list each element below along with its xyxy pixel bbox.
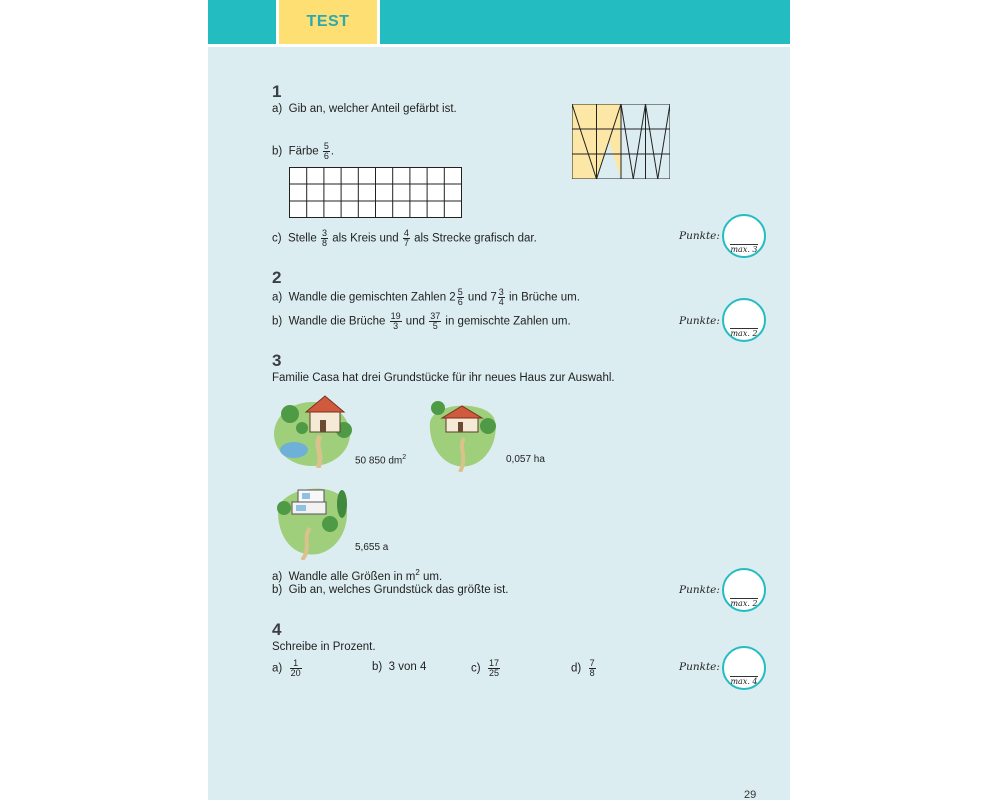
task4-intro: Schreibe in Prozent. bbox=[272, 641, 376, 653]
fraction bbox=[321, 229, 328, 248]
header-bar bbox=[208, 0, 790, 47]
fraction bbox=[488, 659, 500, 678]
task1-a-text: Gib an, welcher Anteil gefärbt ist. bbox=[288, 103, 457, 115]
fraction-numerator: 1 bbox=[290, 659, 302, 669]
task1-a bbox=[272, 103, 457, 115]
fraction bbox=[589, 659, 596, 678]
task3-max-points: max. 2 bbox=[730, 599, 758, 608]
fraction-denominator: 3 bbox=[393, 321, 399, 331]
fraction-numerator: 5 bbox=[457, 287, 463, 297]
task1-coloring-grid[interactable] bbox=[289, 167, 462, 218]
fraction-numerator: 5 bbox=[323, 141, 329, 151]
task3-a bbox=[272, 568, 442, 583]
task3-b-text: Gib an, welches Grundstück das größte ist. bbox=[288, 584, 509, 596]
plot1-value: 50 850 dm bbox=[355, 455, 403, 467]
fraction-numerator: 17 bbox=[488, 658, 499, 668]
task1-number: 1 bbox=[272, 82, 282, 101]
task1-max-points: max. 3 bbox=[730, 245, 758, 254]
task3-a-exponent: 2 bbox=[415, 568, 420, 577]
task4-c-label: c) bbox=[471, 662, 481, 675]
task2-number: 2 bbox=[272, 268, 282, 287]
fraction-denominator: 25 bbox=[488, 668, 499, 678]
fraction bbox=[323, 142, 330, 161]
task4-b bbox=[372, 661, 426, 673]
plot1-illustration bbox=[272, 392, 356, 468]
task3-b-label: b) bbox=[272, 584, 283, 596]
task4-number: 4 bbox=[272, 620, 282, 639]
task4-b-text: 3 von 4 bbox=[388, 661, 427, 673]
task3-score-circle[interactable] bbox=[722, 568, 766, 612]
plot2-value: 0,057 ha bbox=[506, 454, 545, 465]
fraction-numerator: 37 bbox=[430, 311, 441, 321]
mixed-number-whole: 7 bbox=[490, 291, 497, 304]
task4-d-label: d) bbox=[571, 662, 582, 675]
plot3-value: 5,655 a bbox=[355, 542, 389, 553]
mixed-number-whole: 2 bbox=[449, 291, 456, 304]
task4-max-points: max. 4 bbox=[730, 677, 758, 686]
task3-intro: Familie Casa hat drei Grundstücke für ihr neues Haus zur Auswahl. bbox=[272, 372, 615, 384]
task3-b bbox=[272, 584, 509, 596]
task2-b-label: b) bbox=[272, 315, 283, 328]
fraction bbox=[290, 659, 302, 678]
task3-a-text2: um. bbox=[419, 570, 443, 583]
task1-b bbox=[272, 142, 334, 161]
fraction-numerator: 3 bbox=[498, 287, 504, 297]
fraction bbox=[390, 312, 402, 331]
fraction bbox=[403, 229, 410, 248]
task3-punkte-label: Punkte: bbox=[679, 584, 720, 596]
fraction-denominator: 7 bbox=[403, 238, 409, 248]
task3-a-text1: Wandle alle Größen in m bbox=[288, 570, 416, 583]
page-number: 29 bbox=[744, 789, 757, 801]
task1-c-text3: als Strecke grafisch dar. bbox=[414, 232, 537, 245]
task2-a-text2: und bbox=[467, 291, 488, 304]
test-tab bbox=[276, 0, 380, 44]
task2-score-circle[interactable] bbox=[722, 298, 766, 342]
task1-b-text: Färbe bbox=[288, 145, 319, 158]
fraction-numerator: 7 bbox=[589, 658, 595, 668]
task4-b-label: b) bbox=[372, 661, 383, 673]
task3-number: 3 bbox=[272, 351, 282, 370]
task1-a-label: a) bbox=[272, 103, 283, 115]
fraction-denominator: 6 bbox=[323, 151, 329, 161]
task1-punkte-label: Punkte: bbox=[679, 230, 720, 242]
task4-c bbox=[471, 659, 501, 678]
task2-a bbox=[272, 288, 580, 307]
fraction-denominator: 4 bbox=[498, 297, 504, 307]
task1-c bbox=[272, 229, 537, 248]
task2-a-text1: Wandle die gemischten Zahlen bbox=[288, 291, 447, 304]
task4-punkte-label: Punkte: bbox=[679, 661, 720, 673]
task3-a-label: a) bbox=[272, 570, 283, 583]
fraction bbox=[429, 312, 441, 331]
task2-a-text3: in Brüche um. bbox=[508, 291, 580, 304]
fraction-numerator: 19 bbox=[390, 311, 401, 321]
task1-c-text1: Stelle bbox=[287, 232, 317, 245]
task2-b-text1: Wandle die Brüche bbox=[288, 315, 386, 328]
task2-max-points: max. 2 bbox=[730, 329, 758, 338]
task4-d bbox=[571, 659, 597, 678]
fraction-denominator: 8 bbox=[321, 238, 327, 248]
test-tab-label: TEST bbox=[306, 13, 350, 30]
fraction-numerator: 3 bbox=[321, 228, 327, 238]
fraction-denominator: 5 bbox=[432, 321, 438, 331]
fraction-denominator: 20 bbox=[290, 668, 301, 678]
plot1-exponent: 2 bbox=[402, 454, 407, 461]
task4-a-label: a) bbox=[272, 662, 283, 675]
fraction bbox=[498, 288, 505, 307]
task1-shaded-figure bbox=[572, 104, 670, 179]
task2-b-text3: in gemischte Zahlen um. bbox=[445, 315, 571, 328]
plot1-area bbox=[355, 454, 406, 466]
task1-b-label: b) bbox=[272, 145, 283, 158]
task1-b-end: . bbox=[330, 145, 335, 158]
task2-a-label: a) bbox=[272, 291, 283, 304]
plot3-illustration bbox=[272, 478, 352, 560]
plot2-illustration bbox=[424, 392, 502, 472]
fraction-numerator: 4 bbox=[403, 228, 409, 238]
task2-b-text2: und bbox=[405, 315, 425, 328]
fraction-denominator: 8 bbox=[589, 668, 595, 678]
task4-a bbox=[272, 659, 303, 678]
fraction-denominator: 6 bbox=[457, 297, 463, 307]
fraction bbox=[457, 288, 464, 307]
task1-c-text2: als Kreis und bbox=[332, 232, 399, 245]
task4-score-circle[interactable] bbox=[722, 646, 766, 690]
task2-b bbox=[272, 312, 571, 331]
header-divider bbox=[208, 44, 790, 47]
task1-score-circle[interactable] bbox=[722, 214, 766, 258]
task2-punkte-label: Punkte: bbox=[679, 315, 720, 327]
task1-c-label: c) bbox=[272, 232, 282, 245]
